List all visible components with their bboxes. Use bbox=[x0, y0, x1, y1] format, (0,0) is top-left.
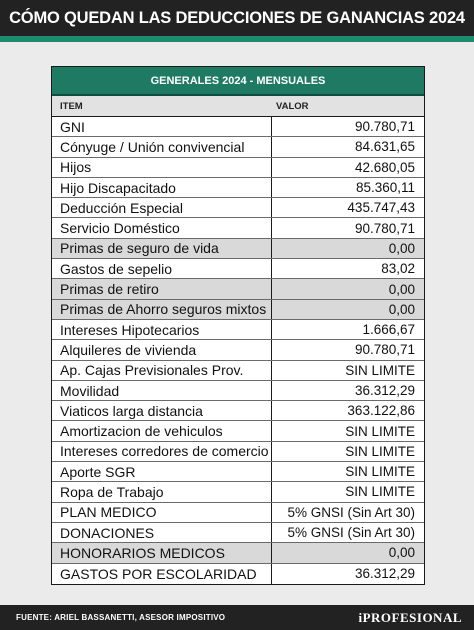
page-title: CÓMO QUEDAN LAS DEDUCCIONES DE GANANCIAS 2024 bbox=[9, 8, 465, 27]
table-header-row bbox=[52, 96, 424, 117]
row-item-label: Primas de seguro de vida bbox=[52, 239, 272, 258]
source-note: FUENTE: ARIEL BASSANETTI, ASESOR IMPOSITIVO bbox=[16, 613, 226, 622]
row-item-label: Viaticos larga distancia bbox=[52, 401, 272, 420]
row-value: SIN LIMITE bbox=[345, 362, 415, 378]
table-row bbox=[52, 239, 424, 259]
column-header-item: ITEM bbox=[60, 100, 83, 112]
table-row bbox=[52, 198, 424, 218]
row-value: 5% GNSI (Sin Art 30) bbox=[287, 525, 415, 541]
row-value: 1.666,67 bbox=[362, 322, 415, 338]
row-value: 90.780,71 bbox=[354, 220, 415, 236]
row-item-label: Amortizacion de vehiculos bbox=[52, 421, 272, 440]
table-row bbox=[52, 401, 424, 421]
row-item-label: GASTOS POR ESCOLARIDAD bbox=[52, 564, 272, 584]
header-banner bbox=[0, 0, 474, 36]
row-value: SIN LIMITE bbox=[345, 443, 415, 459]
row-item-label: Intereses corredores de comercio bbox=[52, 442, 272, 461]
row-item-label: DONACIONES bbox=[52, 523, 272, 542]
table-row bbox=[52, 279, 424, 299]
row-value: 84.631,65 bbox=[354, 139, 415, 155]
row-item-label: Intereses Hipotecarios bbox=[52, 320, 272, 339]
row-value: 363.122,86 bbox=[347, 403, 415, 419]
row-item-label: Servicio Doméstico bbox=[52, 218, 272, 237]
table-row bbox=[52, 320, 424, 340]
table-row bbox=[52, 117, 424, 137]
row-value: 435.747,43 bbox=[347, 200, 415, 216]
row-value: 90.780,71 bbox=[354, 342, 415, 358]
brand-logo: iPROFESIONAL bbox=[358, 609, 462, 625]
row-item-label: Deducción Especial bbox=[52, 198, 272, 217]
row-item-label: PLAN MEDICO bbox=[52, 503, 272, 522]
row-value: 42.680,05 bbox=[354, 159, 415, 175]
row-value: 36.312,29 bbox=[354, 383, 415, 398]
row-value: 85.360,11 bbox=[355, 180, 415, 196]
table-row bbox=[52, 421, 424, 441]
row-value: 5% GNSI (Sin Art 30) bbox=[287, 504, 415, 520]
row-value: 90.780,71 bbox=[354, 119, 415, 135]
table-row bbox=[52, 442, 424, 462]
table-body bbox=[52, 117, 424, 584]
table-row bbox=[52, 158, 424, 178]
row-value: 0,00 bbox=[272, 279, 424, 298]
deductions-table bbox=[51, 66, 425, 585]
table-row bbox=[52, 543, 424, 563]
row-item-label: Primas de retiro bbox=[52, 279, 272, 298]
table-row bbox=[52, 503, 424, 523]
row-value: 0,00 bbox=[272, 239, 424, 258]
row-item-label: Ropa de Trabajo bbox=[52, 482, 272, 501]
table-row bbox=[52, 300, 424, 320]
row-item-label: Primas de Ahorro seguros mixtos bbox=[52, 300, 272, 319]
table-row bbox=[52, 381, 424, 401]
row-value: SIN LIMITE bbox=[345, 464, 415, 480]
row-value: 0,00 bbox=[272, 300, 424, 319]
column-header-value: VALOR bbox=[276, 100, 309, 112]
table-row bbox=[52, 218, 424, 238]
row-value: 36.312,29 bbox=[354, 566, 415, 582]
table-row bbox=[52, 259, 424, 279]
row-item-label: Alquileres de vivienda bbox=[52, 340, 272, 359]
row-value: SIN LIMITE bbox=[345, 484, 415, 500]
accent-bar bbox=[0, 36, 474, 42]
table-row bbox=[52, 482, 424, 502]
row-item-label: Aporte SGR bbox=[52, 462, 272, 481]
footer-bar bbox=[0, 605, 474, 630]
row-item-label: Cónyuge / Unión convivencial bbox=[52, 137, 272, 156]
table-row bbox=[52, 340, 424, 360]
table-row bbox=[52, 564, 424, 584]
table-row bbox=[52, 137, 424, 157]
row-value: SIN LIMITE bbox=[345, 423, 415, 439]
row-item-label: Hijos bbox=[52, 158, 272, 177]
row-value: 0,00 bbox=[272, 543, 424, 562]
row-item-label: Hijo Discapacitado bbox=[52, 178, 272, 197]
row-item-label: Movilidad bbox=[52, 381, 272, 400]
row-item-label: Gastos de sepelio bbox=[52, 259, 272, 278]
table-row bbox=[52, 462, 424, 482]
table-row bbox=[52, 523, 424, 543]
row-item-label: HONORARIOS MEDICOS bbox=[52, 543, 272, 562]
table-title: GENERALES 2024 - MENSUALES bbox=[52, 67, 424, 96]
row-value: 83,02 bbox=[381, 261, 415, 277]
table-row bbox=[52, 361, 424, 381]
row-item-label: GNI bbox=[52, 117, 272, 136]
row-item-label: Ap. Cajas Previsionales Prov. bbox=[52, 361, 272, 380]
table-row bbox=[52, 178, 424, 198]
